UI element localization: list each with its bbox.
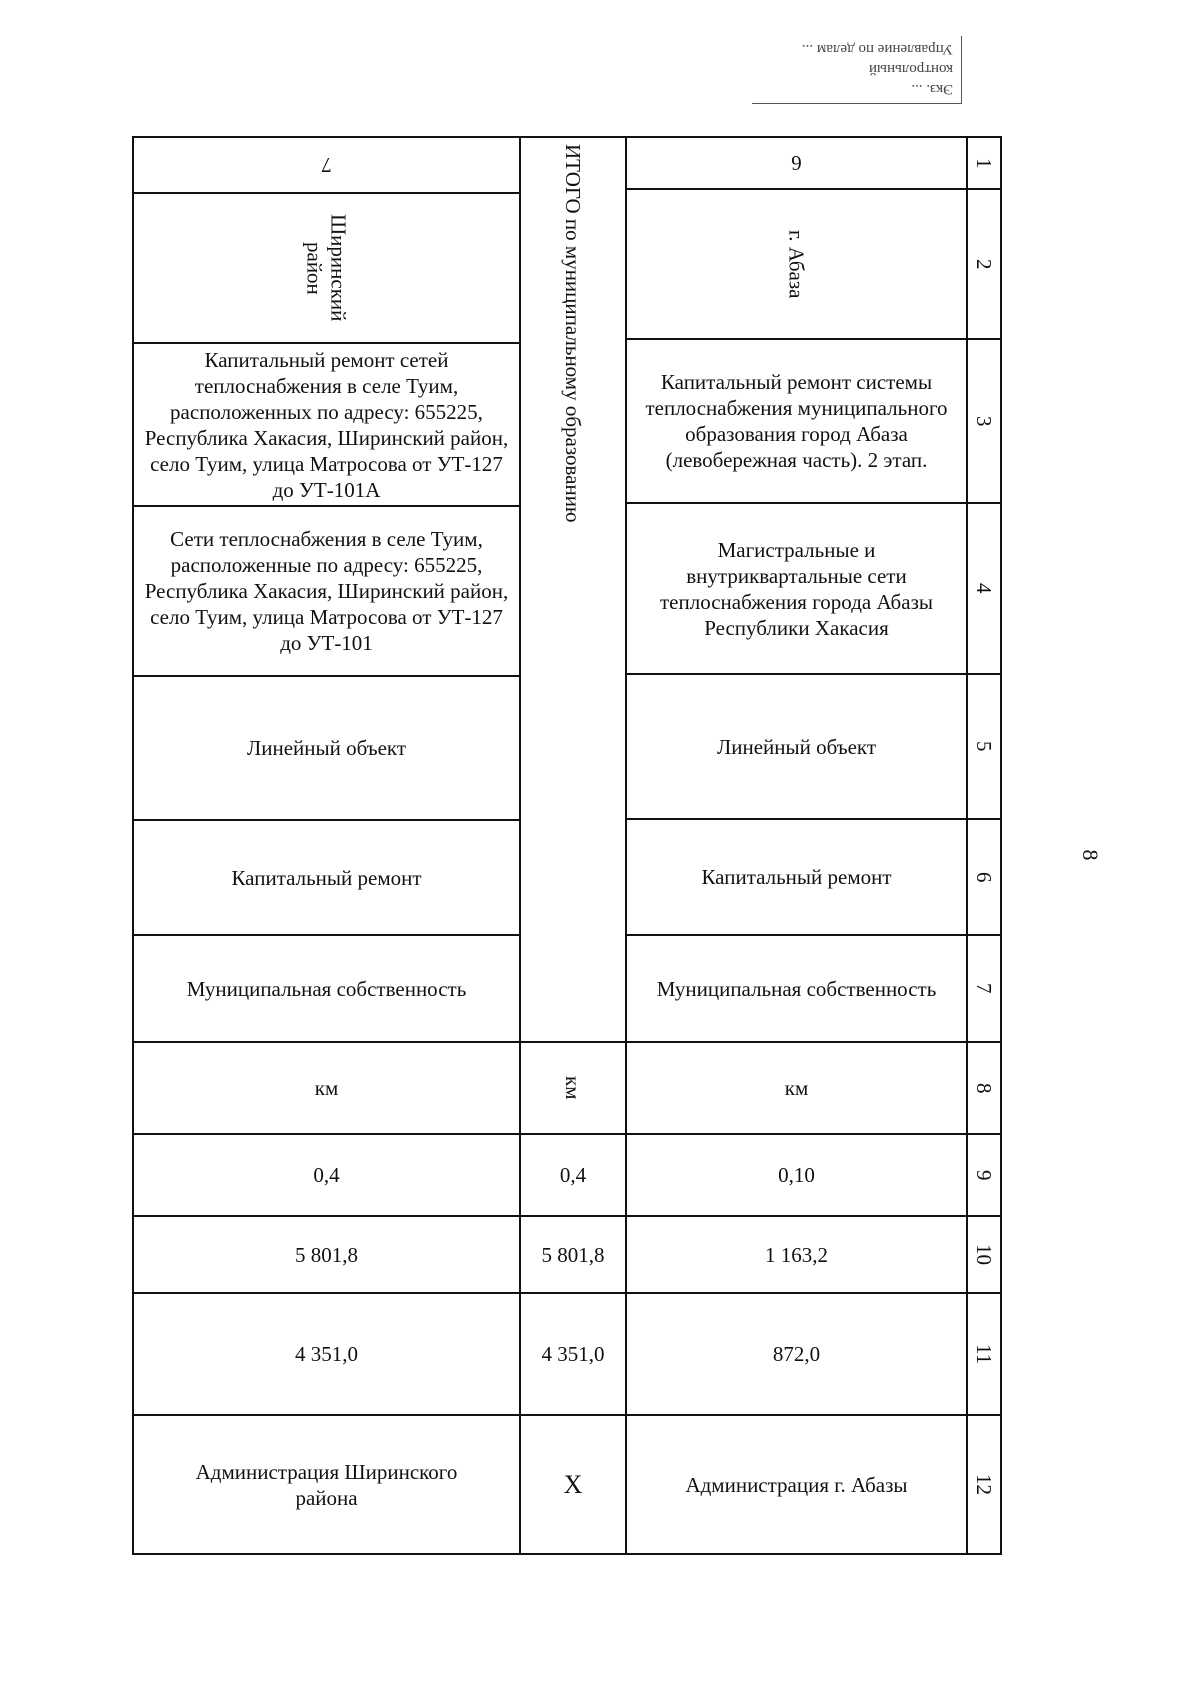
row-number: 7 — [321, 153, 332, 177]
total-label: ИТОГО по муниципальному образованию — [561, 144, 585, 523]
customer: Администрация Ширинского района — [195, 1459, 458, 1510]
page-number: 8 — [1078, 849, 1103, 861]
ownership: Муниципальная собственность — [656, 976, 937, 1001]
municipality-name: г. Абаза — [784, 229, 809, 299]
column-number-12: 12 — [972, 1474, 996, 1495]
column-number-7: 7 — [972, 983, 996, 994]
row-number: 6 — [791, 151, 802, 175]
column-number-6: 6 — [972, 871, 996, 883]
cost-subsidy: 4 351,0 — [295, 1342, 358, 1366]
stamp-line-2: контрольный — [868, 61, 953, 77]
work-type: Капитальный ремонт — [231, 865, 422, 890]
total-customer: Х — [563, 1469, 583, 1499]
stamp-line-3: Управление по делам ... — [801, 41, 953, 57]
total-unit: км — [561, 1076, 585, 1100]
municipality-name: Ширинский район — [302, 214, 351, 322]
unit: км — [314, 1076, 339, 1100]
cost-subsidy: 872,0 — [772, 1342, 821, 1366]
column-number-4: 4 — [972, 583, 996, 594]
stamp-line-1: Экз. ... — [911, 81, 953, 97]
column-number-11: 11 — [972, 1343, 996, 1365]
capacity: 0,10 — [778, 1163, 815, 1187]
cost-total: 1 163,2 — [765, 1242, 828, 1267]
work-type: Капитальный ремонт — [701, 865, 892, 889]
total-cost-total: 5 801,8 — [541, 1242, 605, 1267]
event-name: Капитальный ремонт системы теплоснабжения муниципального образования город Абаза (левобережная часть). 2 этап. — [645, 370, 948, 472]
object-type: Линейный объект — [246, 736, 407, 760]
object-name: Магистральные и внутриквартальные сети теплоснабжения города Абазы Республики Хакасия — [660, 537, 933, 640]
customer: Администрация г. Абазы — [685, 1472, 908, 1497]
unit: км — [784, 1076, 809, 1100]
ownership: Муниципальная собственность — [186, 976, 467, 1001]
column-number-5: 5 — [972, 741, 996, 752]
column-number-3: 3 — [972, 415, 996, 427]
object-type: Линейный объект — [716, 734, 877, 759]
column-number-9: 9 — [972, 1169, 996, 1181]
column-number-10: 10 — [972, 1244, 996, 1265]
total-capacity: 0,4 — [559, 1163, 587, 1187]
column-number-2: 2 — [972, 258, 996, 270]
column-number-8: 8 — [972, 1082, 996, 1094]
event-name: Капитальный ремонт сетей теплоснабжения в селе Туим, расположенных по адресу: 655225, Республика Хакасия, Ширинский район, село Туим, улица Матросова от УТ-127 до УТ-101А — [144, 347, 509, 502]
total-cost-subsidy: 4 351,0 — [541, 1342, 605, 1366]
cost-total: 5 801,8 — [295, 1242, 358, 1267]
capacity: 0,4 — [313, 1163, 340, 1187]
object-name: Сети теплоснабжения в селе Туим, расположенные по адресу: 655225, Республика Хакасия, Ширинский район, село Туим, улица Матросова от УТ-127 до УТ-101 — [144, 527, 509, 655]
column-number-1: 1 — [972, 157, 996, 169]
